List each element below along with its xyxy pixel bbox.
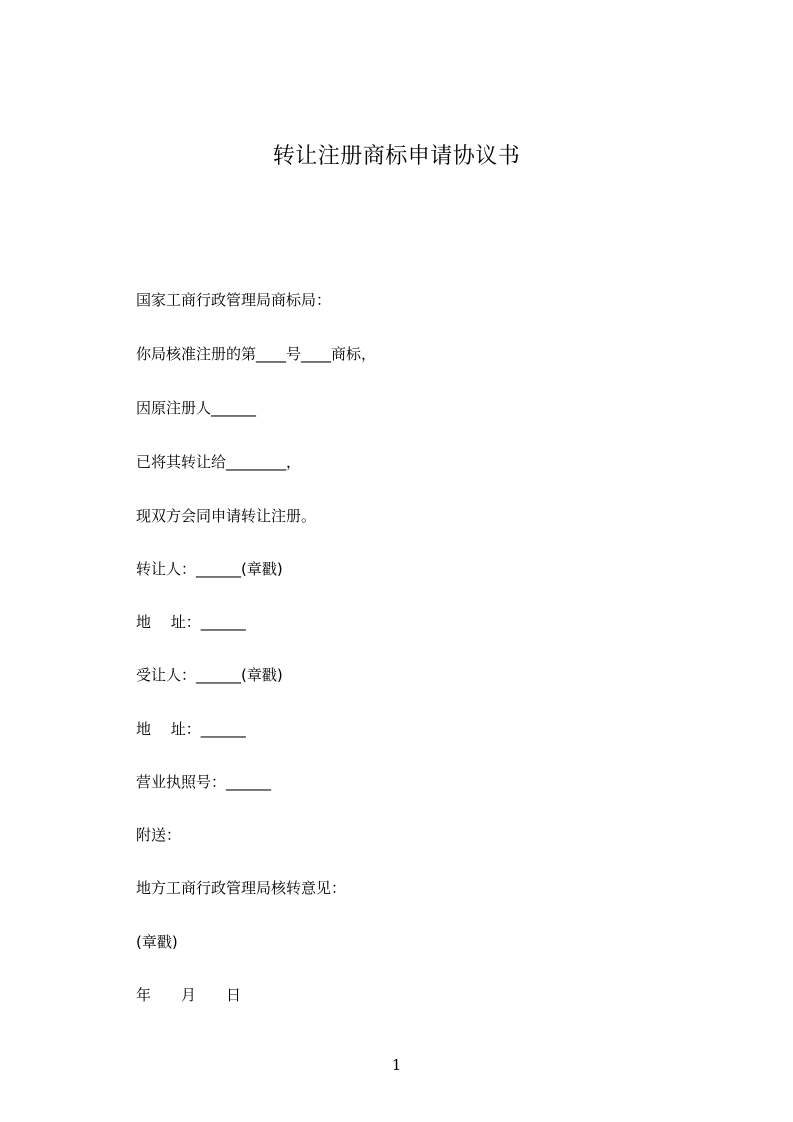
trademark-registration-line: 你局核准注册的第____号____商标，	[136, 345, 377, 363]
original-registrant-line: 因原注册人______	[136, 399, 257, 417]
date-line: 年 月 日	[136, 986, 242, 1004]
document-title: 转让注册商标申请协议书	[272, 144, 521, 169]
seal-line: (章戳)	[136, 933, 178, 951]
joint-application-line: 现双方会同申请转让注册。	[136, 507, 317, 525]
local-bureau-opinion-line: 地方工商行政管理局核转意见：	[136, 879, 347, 897]
addressee-line: 国家工商行政管理局商标局：	[136, 291, 332, 309]
business-license-line: 营业执照号：______	[136, 773, 272, 791]
transferor-line: 转让人：______(章戳)	[136, 560, 283, 578]
page-number: 1	[391, 1056, 402, 1074]
transferee-address-line: 地 址：______	[136, 720, 246, 738]
transferred-to-line: 已将其转让给________，	[136, 453, 302, 471]
transferor-address-line: 地 址：______	[136, 613, 246, 631]
transferee-line: 受让人：______(章戳)	[136, 666, 283, 684]
attachments-line: 附送：	[136, 826, 182, 844]
